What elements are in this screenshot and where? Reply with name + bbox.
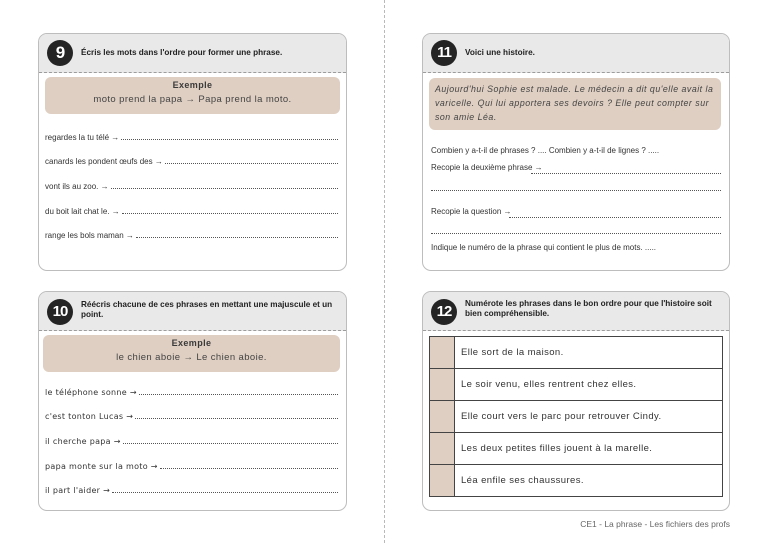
exercise-10-number: 10 [47, 299, 73, 325]
item-text: le téléphone sonne → [45, 388, 137, 397]
number-box[interactable] [430, 369, 455, 400]
number-box[interactable] [430, 465, 455, 496]
exercise-9-header [39, 34, 346, 73]
answer-line[interactable] [45, 385, 338, 397]
item-text: c'est tonton Lucas → [45, 412, 134, 421]
question-copy-second: Recopie la deuxième phrase → [431, 163, 543, 172]
exercise-11-instruction: Voici une histoire. [465, 48, 535, 57]
sentence-text: Le soir venu, elles rentrent chez elles. [461, 379, 637, 390]
table-row [430, 401, 722, 433]
sentence-text: Léa enfile ses chaussures. [461, 475, 584, 486]
answer-line[interactable] [45, 483, 338, 495]
sentence-text: Elle sort de la maison. [461, 347, 564, 358]
example-title: Exemple [172, 80, 213, 90]
table-row [430, 337, 722, 369]
exercise-12-header [423, 292, 729, 331]
number-box[interactable] [430, 337, 455, 368]
exercise-12-instruction: Numérote les phrases dans le bon ordre pour que l'histoire soit bien compréhensible. [465, 299, 712, 318]
table-row [430, 465, 722, 496]
number-box[interactable] [430, 401, 455, 432]
page-footer: CE1 - La phrase - Les fichiers des profs [580, 519, 730, 529]
example-text: moto prend la papa → Papa prend la moto. [93, 94, 292, 105]
item-text: papa monte sur la moto → [45, 462, 158, 471]
table-row [430, 433, 722, 465]
exercise-9-card [38, 33, 347, 271]
ordering-table [429, 336, 723, 497]
answer-line[interactable] [531, 172, 721, 174]
exercise-9-example [45, 77, 340, 114]
answer-line[interactable] [45, 179, 338, 191]
exercise-10-instruction: Réécris chacune de ces phrases en mettant une majuscule et un point. [81, 300, 333, 319]
exercise-9-instruction: Écris les mots dans l'ordre pour former une phrase. [81, 48, 283, 57]
number-box[interactable] [430, 433, 455, 464]
exercise-10-header [39, 292, 346, 331]
exercise-11-header [423, 34, 729, 73]
exercise-10-example [43, 335, 340, 372]
question-longest-sentence: Indique le numéro de la phrase qui contient le plus de mots. ..... [431, 243, 657, 252]
item-text: vont ils au zoo. → [45, 182, 109, 191]
answer-line[interactable] [45, 228, 338, 240]
answer-line[interactable] [45, 130, 338, 142]
answer-line[interactable] [431, 232, 721, 234]
example-title: Exemple [171, 338, 212, 348]
exercise-12-number: 12 [431, 299, 457, 325]
page-fold-divider [384, 0, 385, 543]
answer-line[interactable] [45, 409, 338, 421]
story-text: Aujourd'hui Sophie est malade. Le médecin a dit qu'elle avait la varicelle. Qui lui apportera ses devoirs ? Elle peut compter sur son amie Léa. [429, 78, 721, 130]
table-row [430, 369, 722, 401]
exercise-12-card [422, 291, 730, 511]
item-text: canards les pondent œufs des → [45, 157, 163, 166]
question-copy-question: Recopie la question → [431, 207, 512, 216]
answer-line[interactable] [431, 189, 721, 191]
item-text: regardes la tu télé → [45, 133, 120, 142]
exercise-11-number: 11 [431, 40, 457, 66]
item-text: range les bols maman → [45, 231, 134, 240]
exercise-10-card [38, 291, 347, 511]
answer-line[interactable] [509, 216, 721, 218]
exercise-9-number: 9 [47, 40, 73, 66]
answer-line[interactable] [45, 204, 338, 216]
item-text: il part l'aider → [45, 486, 111, 495]
sentence-text: Elle court vers le parc pour retrouver Cindy. [461, 411, 662, 422]
question-count: Combien y a-t-il de phrases ? .... Combien y a-t-il de lignes ? ..... [431, 146, 660, 155]
answer-line[interactable] [45, 154, 338, 166]
exercise-11-card [422, 33, 730, 271]
answer-line[interactable] [45, 459, 338, 471]
item-text: du boit lait chat le. → [45, 207, 120, 216]
sentence-text: Les deux petites filles jouent à la marelle. [461, 443, 653, 454]
answer-line[interactable] [45, 434, 338, 446]
example-text: le chien aboie → Le chien aboie. [116, 352, 267, 363]
item-text: il cherche papa → [45, 437, 121, 446]
